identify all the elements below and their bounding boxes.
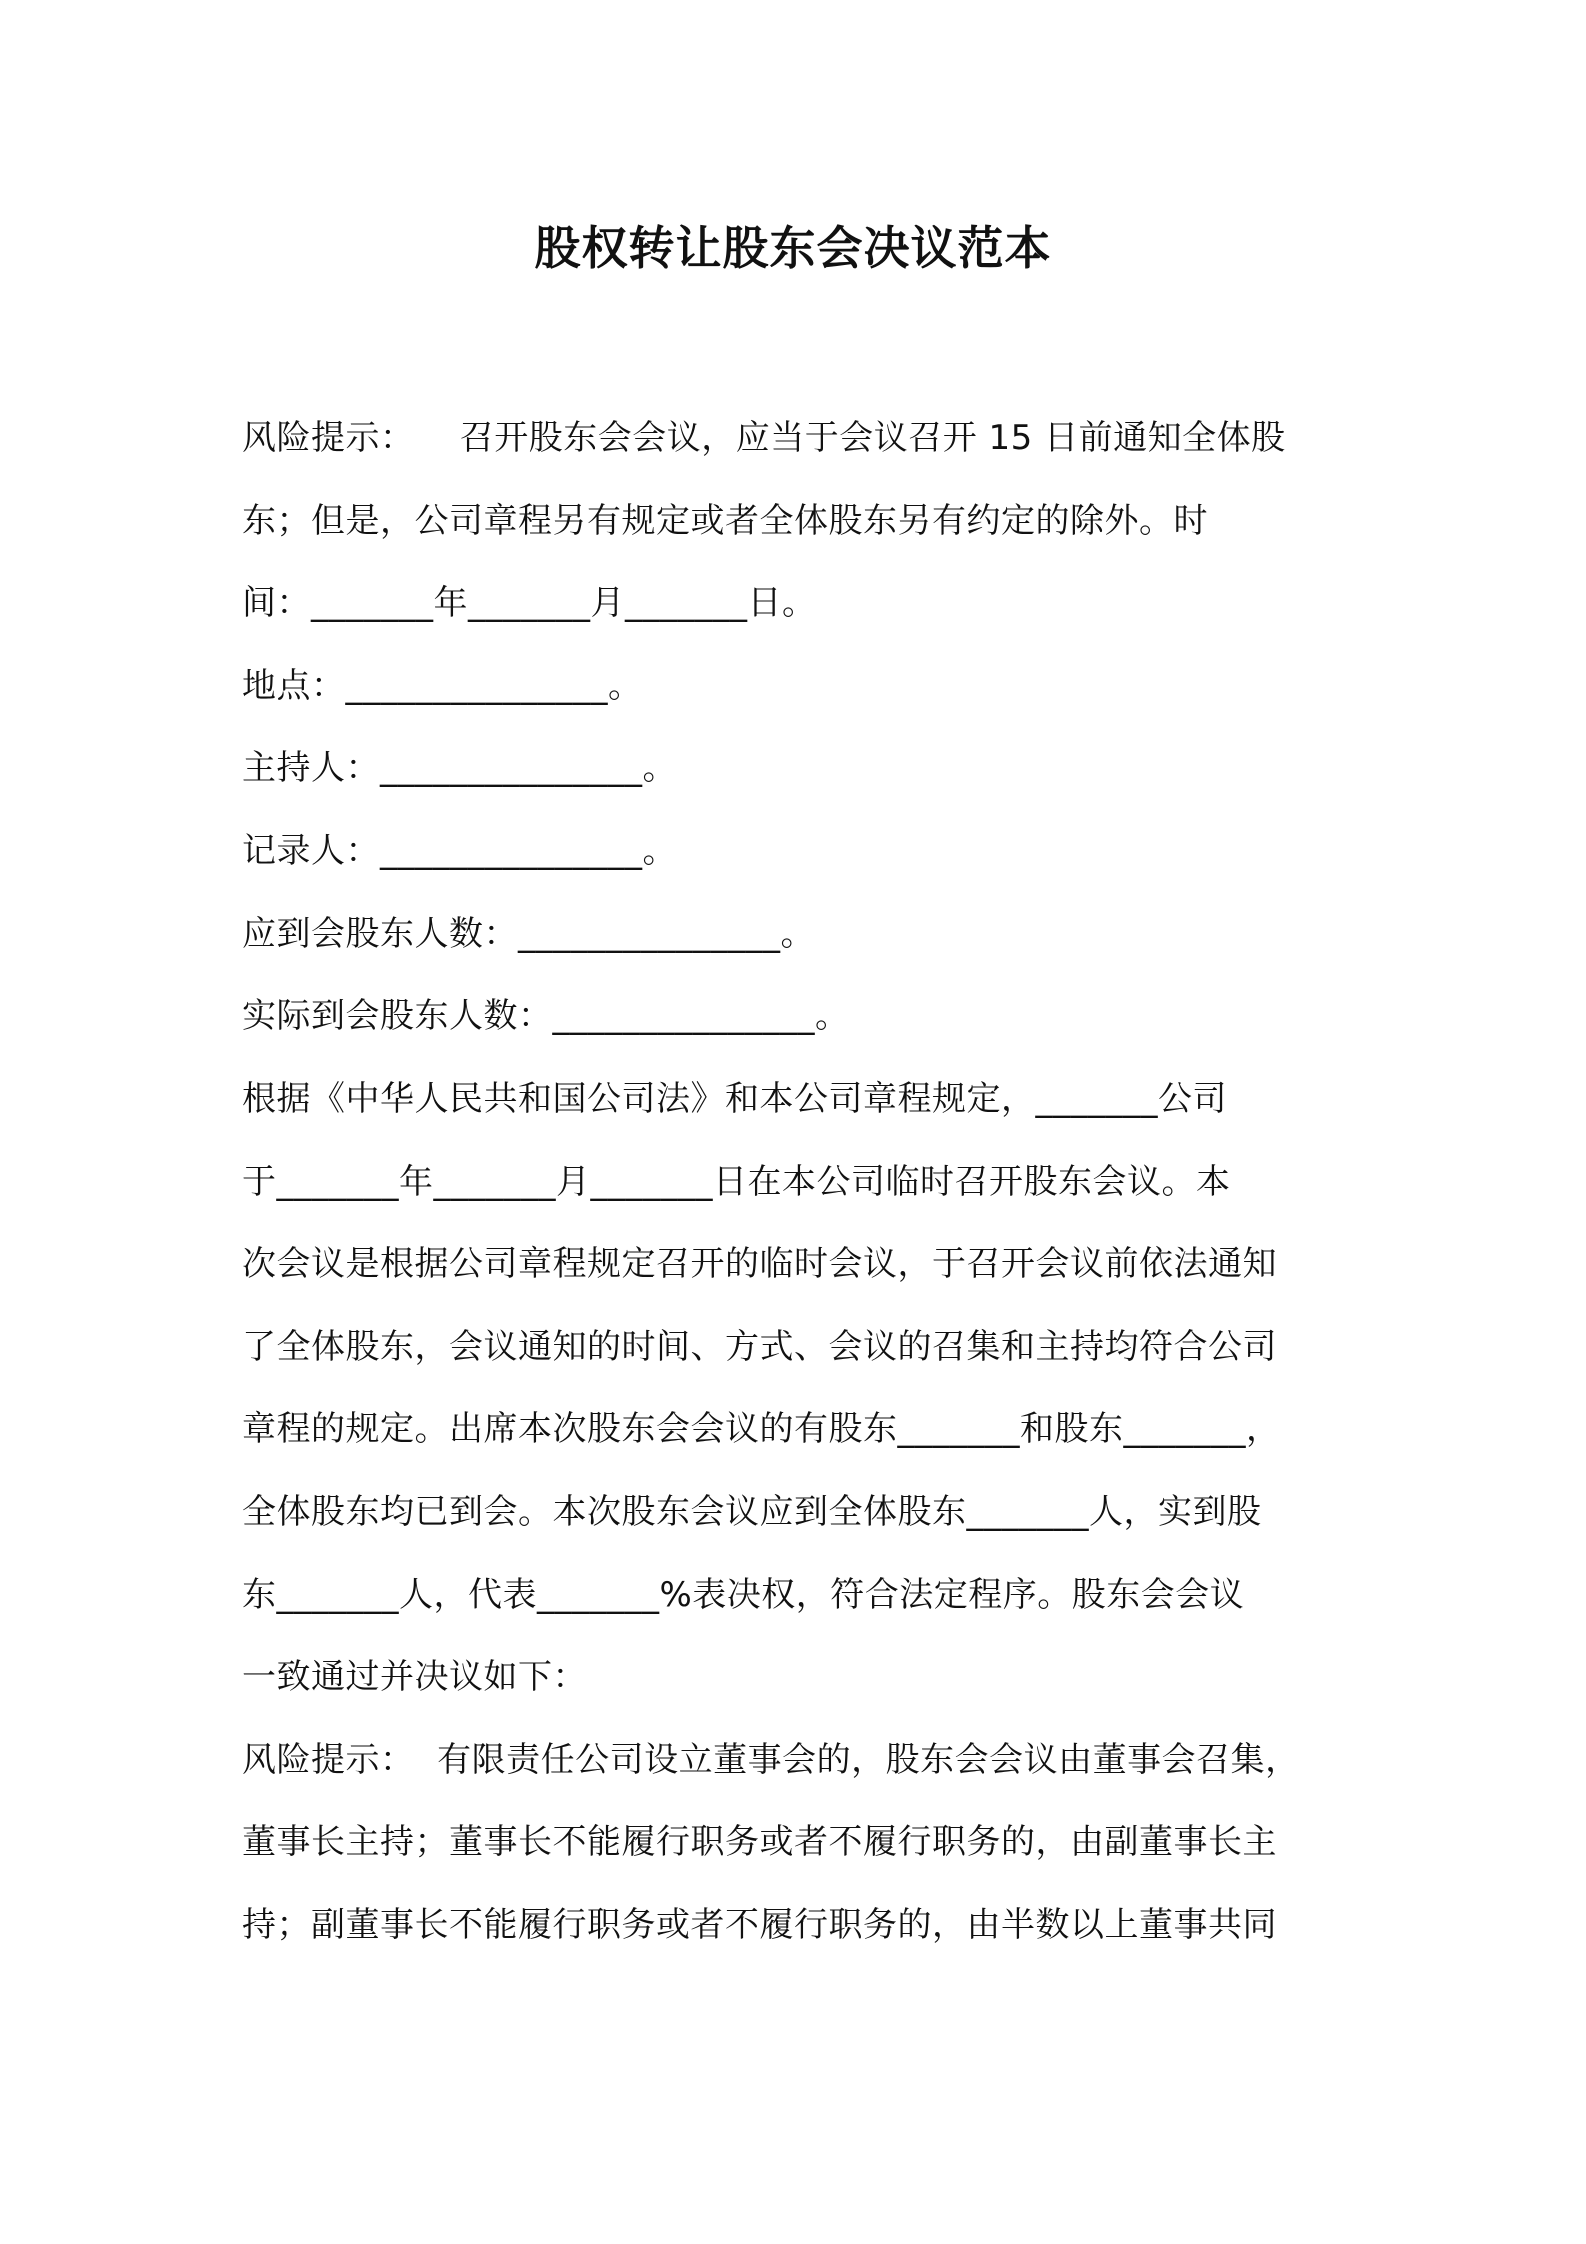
second-risk-notice-line-1: 风险提示： 有限责任公司设立董事会的，股东会会议由董事会召集， bbox=[242, 1740, 1300, 1780]
expected-shareholders-line: 应到会股东人数：_______________。 bbox=[242, 914, 815, 954]
body-paragraph-line-2: 于_______年_______月_______日在本公司临时召开股东会议。本 bbox=[242, 1162, 1231, 1202]
body-paragraph-line-3: 次会议是根据公司章程规定召开的临时会议，于召开会议前依法通知 bbox=[242, 1244, 1277, 1284]
actual-shareholders-line: 实际到会股东人数：_______________。 bbox=[242, 996, 850, 1036]
risk-notice-line-1: 风险提示： 召开股东会会议，应当于会议召开 15 日前通知全体股 bbox=[242, 418, 1286, 458]
document-title: 股权转让股东会决议范本 bbox=[534, 221, 1052, 275]
meeting-recorder-line: 记录人：_______________。 bbox=[242, 831, 677, 871]
meeting-location-line: 地点：_______________。 bbox=[242, 666, 643, 706]
body-paragraph-line-5: 章程的规定。出席本次股东会会议的有股东_______和股东_______， bbox=[242, 1409, 1281, 1449]
body-paragraph-line-6: 全体股东均已到会。本次股东会议应到全体股东_______人，实到股 bbox=[242, 1492, 1262, 1532]
second-risk-notice-line-2: 董事长主持；董事长不能履行职务或者不履行职务的，由副董事长主 bbox=[242, 1822, 1277, 1862]
second-risk-notice-line-3: 持；副董事长不能履行职务或者不履行职务的，由半数以上董事共同 bbox=[242, 1905, 1277, 1945]
body-paragraph-line-1: 根据《中华人民共和国公司法》和本公司章程规定，_______公司 bbox=[242, 1079, 1227, 1119]
meeting-time-line: 间：_______年_______月_______日。 bbox=[242, 583, 817, 623]
body-paragraph-line-7: 东_______人，代表_______%表决权，符合法定程序。股东会会议 bbox=[242, 1575, 1245, 1615]
meeting-host-line: 主持人：_______________。 bbox=[242, 748, 677, 788]
body-paragraph-line-4: 了全体股东，会议通知的时间、方式、会议的召集和主持均符合公司 bbox=[242, 1327, 1277, 1367]
body-paragraph-line-8: 一致通过并决议如下： bbox=[242, 1657, 587, 1697]
risk-notice-line-2: 东；但是，公司章程另有规定或者全体股东另有约定的除外。时 bbox=[242, 501, 1208, 541]
